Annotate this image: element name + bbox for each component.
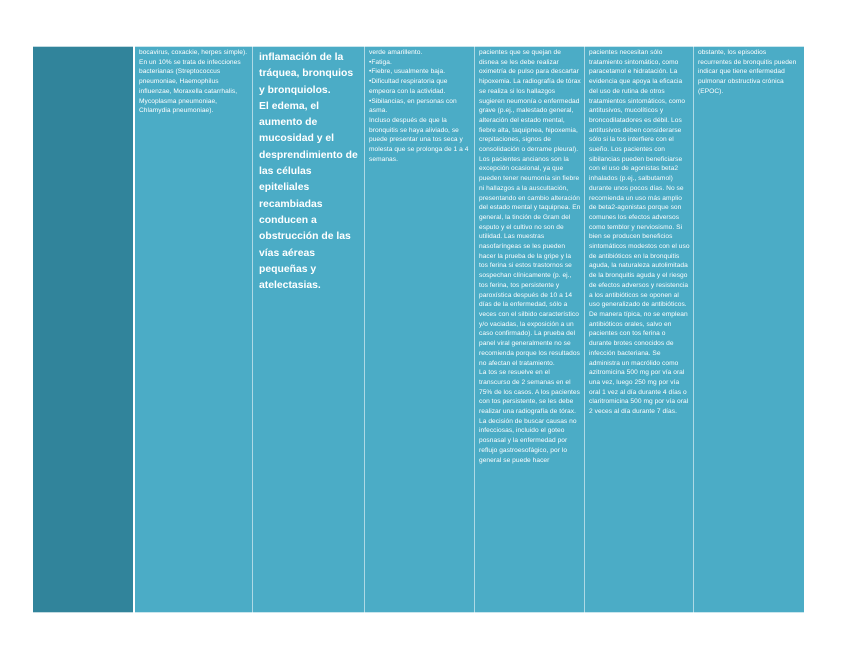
diagnosis-cell xyxy=(475,46,584,613)
etiology-text: bocavirus, coxackie, herpes simple). En un 10% se trata de infecciones bacterianas (Streptococcus pneumoniae, Haemophilus influenzae, Moraxella catarrhalis, Mycoplasma pneumoniae, Chlamydia pneumoniae). xyxy=(139,49,248,115)
complications-text: obstante, los episodios recurrentes de bronquitis pueden indicar que tiene enfermedad pulmonar obstructiva crónica (EPOC). xyxy=(698,49,797,95)
diagnosis-text: pacientes que se quejan de disnea se les debe realizar oximetría de pulso para descartar hipoxemia. La radiografía de tórax se realiza si los hallazgos sugieren neumonía o enfermedad grave (p.ej., malestado general, alteración del estado mental, fiebre alta, taquipnea, hipoxemia, crepitaciones, signos de consolidación o derrame pleural). Los pacientes ancianos son la excepción ocasional, ya que pueden tener neumonía sin fiebre ni hallazgos a la auscultación, presentando en cambio alteración del estado mental y taquipnea. En general, la tinción de Gram del esputo y el cultivo no son de utilidad. Las muestras nasofaríngeas se les pueden hacer la prueba de la gripe y la tos ferina si estos trastornos se sospechan clínicamente (p. ej., tos ferina, tos persistente y paroxística después de 10 a 14 días de la enfermedad, sólo a veces con el silbido característico y/o vaciadas, la exposición a un caso confirmado). La prueba del panel viral generalmente no se recomienda porque los resultados no afectan el tratamiento. La tos se resuelve en el transcurso de 2 semanas en el 75% de los casos. A los pacientes con tos persistente, se les debe realizar una radiografía de tórax. La decisión de buscar causas no infecciosas, incluido el goteo posnasal y la enfermedad por reflujo gastroesofágico, por lo general se puede hacer xyxy=(479,49,581,464)
treatment-cell xyxy=(585,46,693,613)
pathophysiology-cell xyxy=(253,46,364,613)
complications-cell xyxy=(694,46,804,613)
treatment-text: pacientes necesitan sólo tratamiento sintomático, como paracetamol e hidratación. La evidencia que apoya la eficacia del uso de rutina de otros tratamientos sintomáticos, como antitusivos, mucolíticos y broncodilatadores es débil. Los antitusivos deben considerarse sólo si la tos interfiere con el sueño. Los pacientes con sibilancias pueden beneficiarse con el uso de agonistas beta2 inhalados (p.ej., salbutamol) durante unos pocos días. No se recomienda un uso más amplio de beta2-agonistas porque son comunes los efectos adversos como temblor y nerviosismo. Si bien se producen beneficios sintomáticos modestos con el uso de antibióticos en la bronquitis aguda, la naturaleza autolimitada de la bronquitis aguda y el riesgo de efectos adversos y resistencia a los antibióticos se oponen al uso generalizado de antibióticos. De manera típica, no se emplean antibióticos orales, salvo en pacientes con tos ferina o durante brotes conocidos de infección bacteriana. Se administra un macrólido como azitromicina 500 mg por vía oral una vez, luego 250 mg por vía oral 1 vez al día durante 4 días o claritromicina 500 mg por vía oral 2 veces al día durante 7 días. xyxy=(589,49,690,416)
first-column-cell xyxy=(33,46,135,613)
symptoms-text: verde amarillento. •Fatiga. •Fiebre, usualmente baja. •Dificultad respiratoria que empeora con la actividad. •Sibilancias, en personas con asma. Incluso después de que la bronquitis se haya aliviado, se puede presentar una tos seca y molesta que se prolonga de 1 a 4 semanas. xyxy=(369,49,469,163)
pathophysiology-text: inflamación de la tráquea, bronquios y bronquiolos. El edema, el aumento de mucosidad y el desprendimiento de las células epiteliales recambiadas conducen a obstrucción de las vías aéreas pequeñas y atelectasias. xyxy=(259,52,358,292)
etiology-cell xyxy=(135,46,252,613)
symptoms-cell xyxy=(365,46,474,613)
